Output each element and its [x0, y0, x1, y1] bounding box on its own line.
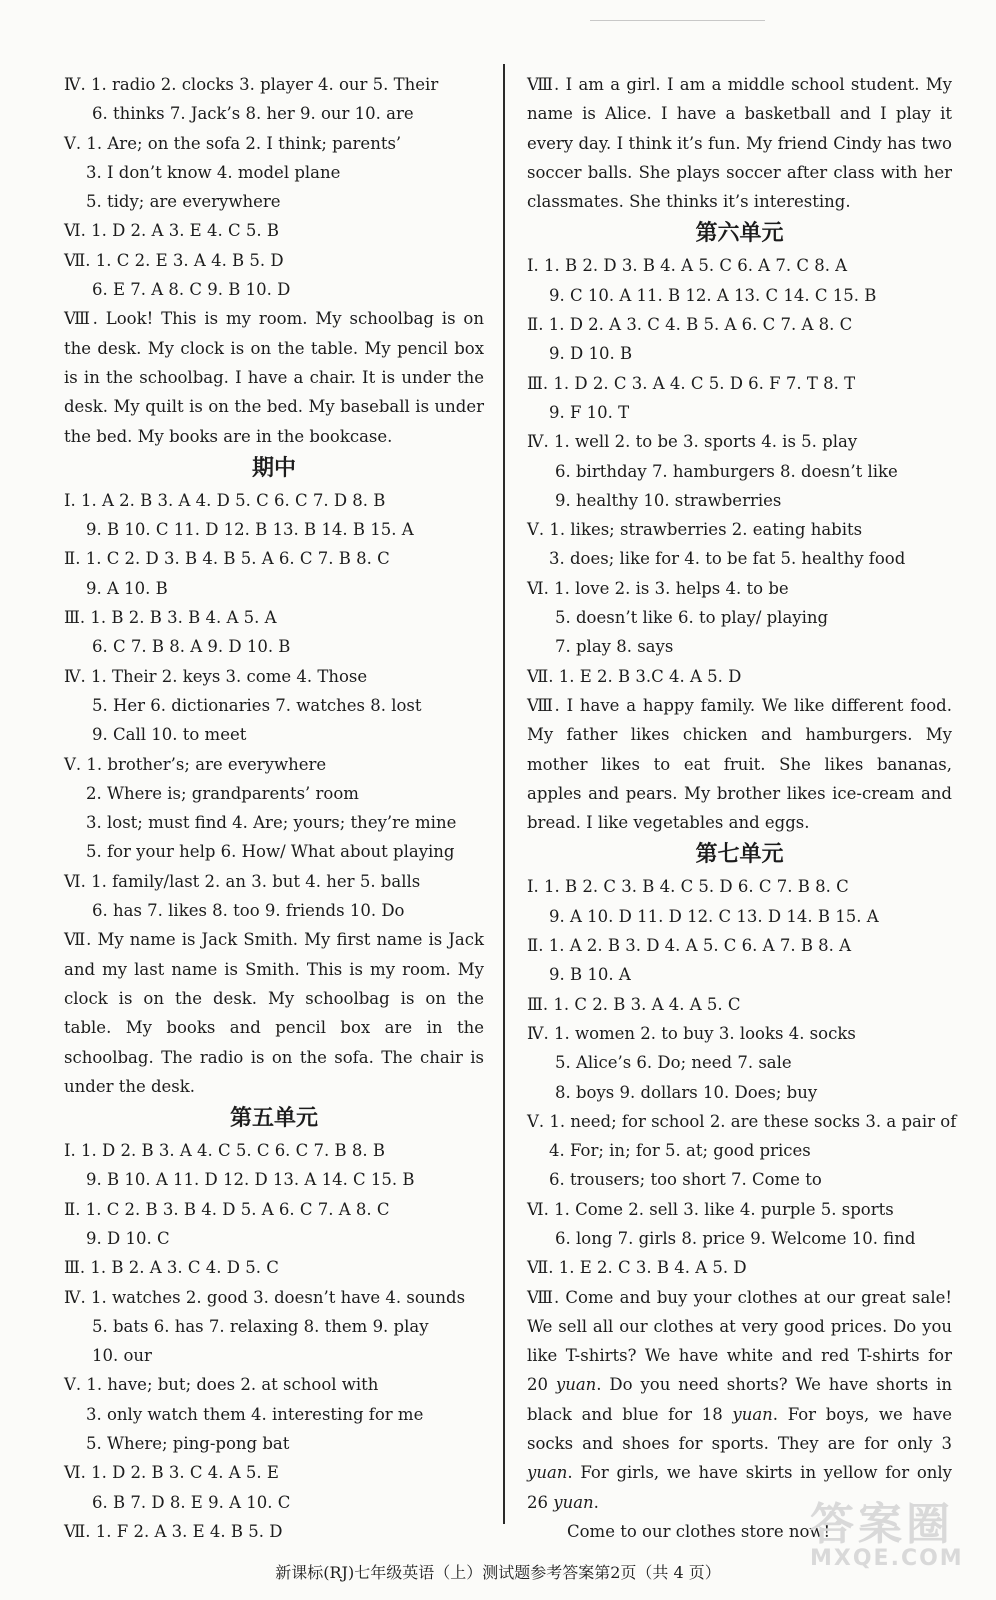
answer-line: Ⅱ. 1. C 2. D 3. B 4. B 5. A 6. C 7. B 8. C	[64, 549, 390, 569]
midterm-answer-lines	[64, 486, 484, 925]
left-column	[64, 70, 484, 1546]
section-heading-unit6: 第六单元	[695, 221, 784, 247]
answer-line: 9. healthy 10. strawberries	[555, 490, 782, 510]
answer-line: Ⅱ. 1. A 2. B 3. D 4. A 5. C 6. A 7. B 8. A	[527, 936, 852, 956]
unit7-answer-lines	[527, 872, 957, 1282]
answer-line: 6. trousers; too short 7. Come to	[549, 1170, 822, 1190]
answer-line: Ⅵ. 1. love 2. is 3. helps 4. to be	[527, 578, 789, 598]
section-heading-midterm: 期中	[251, 455, 296, 481]
section-heading-unit5: 第五单元	[229, 1106, 318, 1132]
answer-line: 9. D 10. B	[549, 344, 633, 364]
answer-line: Ⅲ. 1. C 2. B 3. A 4. A 5. C	[527, 994, 741, 1014]
answer-line: 5. for your help 6. How/ What about playing	[86, 842, 455, 862]
answer-line: Ⅴ. 1. brother’s; are everywhere	[64, 754, 327, 774]
essay-currency: yuan	[527, 1463, 568, 1483]
answer-line: 3. does; like for 4. to be fat 5. healthy food	[549, 549, 906, 569]
answer-line: 9. F 10. T	[549, 402, 630, 422]
answer-line: 6. E 7. A 8. C 9. B 10. D	[92, 280, 291, 300]
answer-line: 5. bats 6. has 7. relaxing 8. them 9. play	[92, 1316, 429, 1336]
answer-line: Ⅱ. 1. D 2. A 3. C 4. B 5. A 6. C 7. A 8. C	[527, 315, 853, 335]
answer-line: 8. boys 9. dollars 10. Does; buy	[555, 1082, 818, 1102]
answer-line: 3. lost; must find 4. Are; yours; they’re mine	[86, 813, 457, 833]
answer-line: 5. Her 6. dictionaries 7. watches 8. lost	[92, 695, 422, 715]
answer-line: Ⅵ. 1. D 2. B 3. C 4. A 5. E	[64, 1463, 279, 1483]
answer-line: Ⅰ. 1. A 2. B 3. A 4. D 5. C 6. C 7. D 8. B	[64, 490, 386, 510]
page-footer: 新课标(RJ)七年级英语（上）测试题参考答案第2页（共 4 页）	[275, 1563, 721, 1582]
answer-line: Ⅰ. 1. B 2. C 3. B 4. C 5. D 6. C 7. B 8. C	[527, 877, 849, 897]
answer-line: 7. play 8. says	[555, 637, 674, 657]
answer-line: Ⅵ. 1. family/last 2. an 3. but 4. her 5. balls	[64, 871, 421, 891]
answer-line: Ⅴ. 1. likes; strawberries 2. eating habits	[527, 520, 863, 540]
answer-line: 9. B 10. A	[549, 965, 631, 985]
answer-line: Ⅵ. 1. Come 2. sell 3. like 4. purple 5. sports	[527, 1199, 894, 1219]
watermark-logo	[810, 1488, 980, 1578]
answer-line: 3. only watch them 4. interesting for me	[86, 1404, 424, 1424]
answer-line: Ⅳ. 1. radio 2. clocks 3. player 4. our 5. Their	[64, 75, 439, 94]
answer-line: 9. D 10. C	[86, 1228, 170, 1248]
top-rule	[590, 20, 765, 21]
essay-text: .	[593, 1492, 599, 1512]
answer-line: 5. Where; ping-pong bat	[86, 1434, 290, 1454]
answer-line: 9. A 10. D 11. D 12. C 13. D 14. B 15. A	[549, 906, 879, 926]
answer-line: Ⅶ. 1. E 2. C 3. B 4. A 5. D	[527, 1258, 747, 1278]
essay-text: . For boys, we have socks and shoes for sports. They are for only 3	[527, 1404, 952, 1454]
answer-line: 4. For; in; for 5. at; good prices	[549, 1141, 811, 1161]
essay-text: . Do you need shorts? We have shorts in black and blue for 18	[527, 1375, 952, 1424]
answer-line: Ⅲ. 1. B 2. A 3. C 4. D 5. C	[64, 1258, 279, 1278]
answer-line: 9. Call 10. to meet	[92, 725, 247, 745]
answer-line: 9. B 10. A 11. D 12. D 13. A 14. C 15. B	[86, 1170, 415, 1190]
answer-line: 5. Alice’s 6. Do; need 7. sale	[555, 1053, 792, 1073]
answer-line: Ⅳ. 1. well 2. to be 3. sports 4. is 5. play	[527, 432, 858, 452]
answer-line: 9. B 10. C 11. D 12. B 13. B 14. B 15. A	[86, 520, 414, 540]
watermark-domain: MXQE.COM	[810, 1546, 964, 1571]
section-heading-unit7: 第七单元	[695, 842, 784, 868]
answer-line: Ⅶ. 1. C 2. E 3. A 4. B 5. D	[64, 250, 284, 270]
answer-line: 6. long 7. girls 8. price 9. Welcome 10. find	[555, 1228, 916, 1248]
essay-text: . For girls, we have skirts in yellow for only 26	[527, 1463, 952, 1512]
answer-line: 2. Where is; grandparents’ room	[86, 783, 359, 803]
answer-line: Ⅳ. 1. watches 2. good 3. doesn’t have 4. sounds	[64, 1287, 466, 1307]
essay-text: Ⅷ. Come and buy your clothes at our great sale! We sell all our clothes at very good prices. Do you like T-shirts? We have white and red T-shirts for 20	[527, 1287, 952, 1395]
answer-line: 10. our	[92, 1346, 152, 1366]
answer-line: Ⅴ. 1. Are; on the sofa 2. I think; parents’	[64, 133, 402, 153]
left-answer-lines	[64, 70, 484, 304]
answer-line: Ⅲ. 1. D 2. C 3. A 4. C 5. D 6. F 7. T 8. T	[527, 373, 856, 393]
watermark-text: 答案圈	[810, 1499, 954, 1550]
answer-line: 6. birthday 7. hamburgers 8. doesn’t like	[555, 461, 898, 481]
right-essay-0: Ⅷ. I am a girl. I am a middle school student. My name is Alice. I have a basketball and I play it every day. I think it’s fun. My friend Cindy has two soccer balls. She plays soccer after class with her classmates. She thinks it’s interesting.	[527, 75, 952, 212]
essay-currency: yuan	[555, 1375, 597, 1395]
answer-line: Ⅲ. 1. B 2. B 3. B 4. A 5. A	[64, 608, 277, 628]
answer-line: 9. C 10. A 11. B 12. A 13. C 14. C 15. B	[549, 285, 877, 305]
closing-line: Come to our clothes store now!	[567, 1521, 831, 1541]
essay-currency: yuan	[732, 1404, 773, 1424]
essay-currency: yuan	[553, 1492, 594, 1512]
answer-line: 5. doesn’t like 6. to play/ playing	[555, 608, 829, 628]
answer-line: Ⅰ. 1. D 2. B 3. A 4. C 5. C 6. C 7. B 8. B	[64, 1141, 386, 1161]
column-divider	[503, 64, 505, 1524]
left-essay-2: Ⅶ. My name is Jack Smith. My first name is Jack and my last name is Smith. This is my room. My clock is on the desk. My schoolbag is on the table. My books and pencil box are in the schoolbag. The radio is on the sofa. The chair is under the desk.	[64, 930, 484, 1096]
answer-line: 6. B 7. D 8. E 9. A 10. C	[92, 1492, 291, 1512]
right-column	[527, 70, 957, 1546]
answer-line: 3. I don’t know 4. model plane	[86, 162, 341, 182]
right-essay-2	[527, 1283, 952, 1517]
answer-line: Ⅱ. 1. C 2. B 3. B 4. D 5. A 6. C 7. A 8. C	[64, 1199, 390, 1219]
answer-line: Ⅳ. 1. women 2. to buy 3. looks 4. socks	[527, 1023, 856, 1043]
answer-line: 5. tidy; are everywhere	[86, 192, 281, 212]
left-essay-1: Ⅷ. Look! This is my room. My schoolbag is on the desk. My clock is on the table. My pencil box is in the schoolbag. I have a chair. It is under the desk. My quilt is on the bed. My baseball is under the bed. My books are in the bookcase.	[64, 309, 484, 446]
answer-line: Ⅰ. 1. B 2. D 3. B 4. A 5. C 6. A 7. C 8. A	[527, 256, 848, 276]
answer-line: Ⅴ. 1. need; for school 2. are these socks 3. a pair of	[527, 1111, 957, 1131]
answer-line: 6. C 7. B 8. A 9. D 10. B	[92, 637, 291, 657]
answer-line: Ⅵ. 1. D 2. A 3. E 4. C 5. B	[64, 221, 279, 241]
unit5-answer-lines	[64, 1136, 484, 1546]
answer-line: Ⅳ. 1. Their 2. keys 3. come 4. Those	[64, 666, 368, 686]
unit6-answer-lines	[527, 251, 952, 690]
answer-line: Ⅶ. 1. E 2. B 3.C 4. A 5. D	[527, 666, 742, 686]
answer-line: Ⅶ. 1. F 2. A 3. E 4. B 5. D	[64, 1521, 283, 1541]
right-essay-1: Ⅷ. I have a happy family. We like different food. My father likes chicken and hamburgers. My mother likes to eat fruit. She likes bananas, apples and pears. My brother likes ice-cream and bread. I like vegetables and eggs.	[527, 695, 952, 833]
answer-line: 6. has 7. likes 8. too 9. friends 10. Do	[92, 901, 405, 921]
answer-line: Ⅴ. 1. have; but; does 2. at school with	[64, 1375, 379, 1395]
answer-line: 6. thinks 7. Jack’s 8. her 9. our 10. are	[92, 104, 414, 124]
answer-line: 9. A 10. B	[86, 578, 168, 598]
